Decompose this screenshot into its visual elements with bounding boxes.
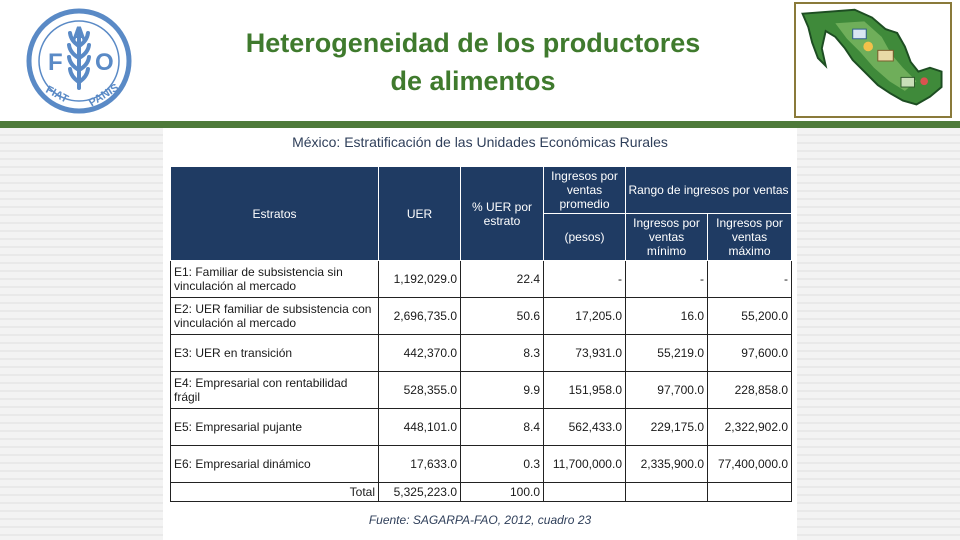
cell-estrato: E4: Empresarial con rentabilidad frágil [171, 372, 379, 409]
cell-maximo: 97,600.0 [708, 335, 792, 372]
cell-pct: 0.3 [461, 446, 544, 483]
cell-estrato: E2: UER familiar de subsistencia con vinculación al mercado [171, 298, 379, 335]
cell-uer: 442,370.0 [379, 335, 461, 372]
logo-letter-a: A [71, 22, 87, 47]
cell-total-uer: 5,325,223.0 [379, 483, 461, 502]
cell-maximo: - [708, 261, 792, 298]
table-row [171, 298, 792, 335]
logo-fiat: FIAT [43, 83, 71, 106]
cell-total-label: Total [171, 483, 379, 502]
logo-letter-o: O [95, 49, 114, 76]
cell-ingresos: 17,205.0 [544, 298, 626, 335]
header-ingresos: Ingresos por ventas promedio [544, 167, 626, 214]
cell-maximo: 77,400,000.0 [708, 446, 792, 483]
cell-minimo: - [626, 261, 708, 298]
cell-uer: 17,633.0 [379, 446, 461, 483]
cell-estrato: E5: Empresarial pujante [171, 409, 379, 446]
cell-ingresos: 151,958.0 [544, 372, 626, 409]
cell-pct: 22.4 [461, 261, 544, 298]
cell-minimo: 97,700.0 [626, 372, 708, 409]
header-minimo: Ingresos por ventas mínimo [626, 214, 708, 261]
cell-estrato: E1: Familiar de subsistencia sin vinculación al mercado [171, 261, 379, 298]
cell-maximo: 228,858.0 [708, 372, 792, 409]
fao-logo [26, 8, 132, 114]
logo-panis: PANIS [86, 81, 122, 110]
cell-pct: 9.9 [461, 372, 544, 409]
cell-minimo: 16.0 [626, 298, 708, 335]
table-row [171, 335, 792, 372]
cell-total-pct: 100.0 [461, 483, 544, 502]
cell-empty [708, 483, 792, 502]
cell-pct: 50.6 [461, 298, 544, 335]
cell-estrato: E3: UER en transición [171, 335, 379, 372]
header-divider [0, 121, 960, 128]
table-row [171, 409, 792, 446]
cell-maximo: 55,200.0 [708, 298, 792, 335]
header-maximo: Ingresos por ventas máximo [708, 214, 792, 261]
cell-minimo: 2,335,900.0 [626, 446, 708, 483]
cell-ingresos: 11,700,000.0 [544, 446, 626, 483]
header-pct: % UER por estrato [461, 167, 544, 261]
header-pesos: (pesos) [544, 214, 626, 261]
cell-uer: 1,192,029.0 [379, 261, 461, 298]
table-caption: México: Estratificación de las Unidades Económicas Rurales [292, 134, 668, 150]
logo-letter-f: F [48, 49, 63, 76]
mexico-map-image [794, 2, 952, 118]
cell-ingresos: - [544, 261, 626, 298]
cell-uer: 448,101.0 [379, 409, 461, 446]
cell-pct: 8.4 [461, 409, 544, 446]
cell-empty [544, 483, 626, 502]
total-row [171, 483, 792, 502]
header-rango: Rango de ingresos por ventas [626, 167, 792, 214]
cell-empty [626, 483, 708, 502]
cell-pct: 8.3 [461, 335, 544, 372]
title-line-1: Heterogeneidad de los productores [245, 28, 701, 58]
header-uer: UER [379, 167, 461, 261]
slide-title [220, 24, 726, 100]
table-row [171, 372, 792, 409]
cell-ingresos: 562,433.0 [544, 409, 626, 446]
stratification-table [170, 166, 792, 502]
table-row [171, 446, 792, 483]
source-note: Fuente: SAGARPA-FAO, 2012, cuadro 23 [368, 513, 592, 527]
cell-minimo: 229,175.0 [626, 409, 708, 446]
title-line-2: de alimentos [390, 66, 556, 96]
cell-uer: 2,696,735.0 [379, 298, 461, 335]
cell-uer: 528,355.0 [379, 372, 461, 409]
cell-estrato: E6: Empresarial dinámico [171, 446, 379, 483]
cell-maximo: 2,322,902.0 [708, 409, 792, 446]
header-estratos: Estratos [171, 167, 379, 261]
cell-minimo: 55,219.0 [626, 335, 708, 372]
table-row [171, 261, 792, 298]
cell-ingresos: 73,931.0 [544, 335, 626, 372]
